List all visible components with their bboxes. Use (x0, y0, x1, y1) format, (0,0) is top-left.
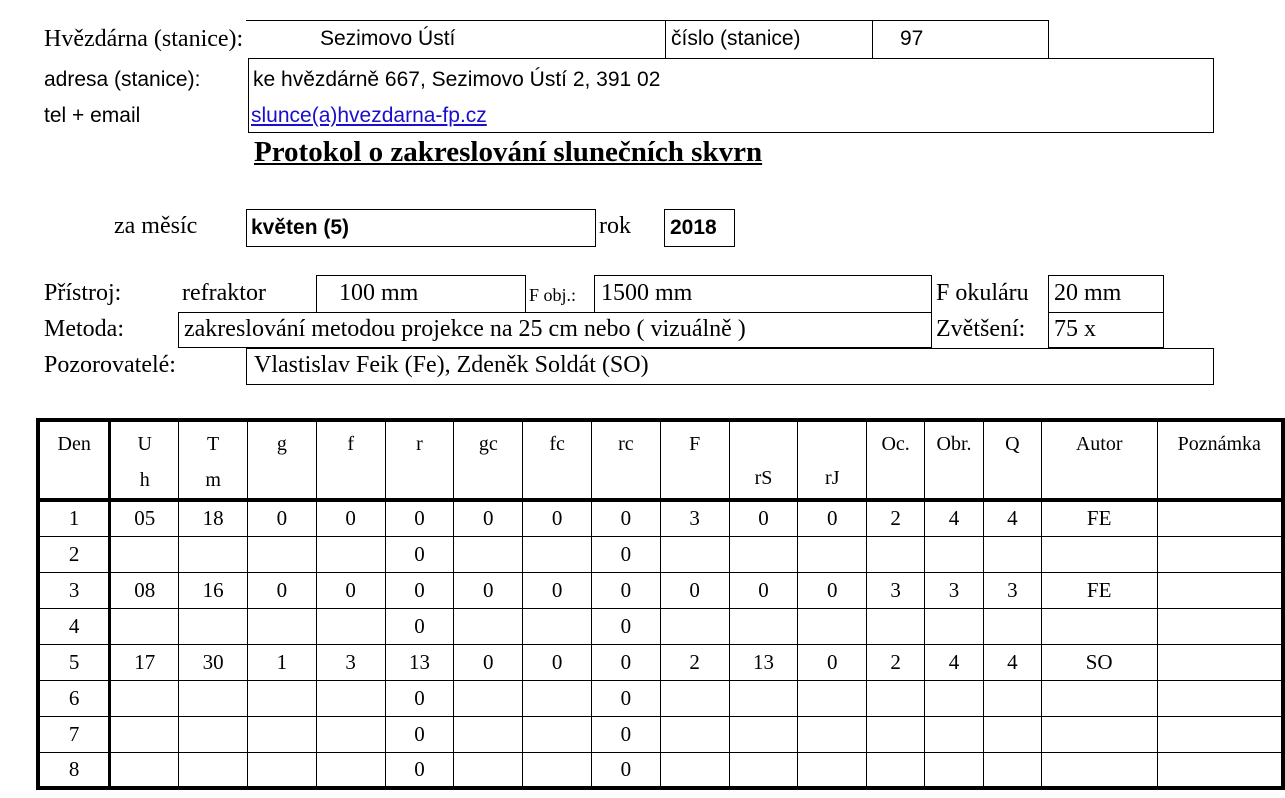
table-cell (729, 752, 798, 788)
table-cell (1157, 716, 1283, 752)
table-cell: 4 (983, 500, 1041, 536)
table-cell: 1 (248, 644, 317, 680)
table-cell: 7 (38, 716, 110, 752)
table-cell: 13 (729, 644, 798, 680)
table-cell: 0 (248, 500, 317, 536)
column-header (660, 420, 729, 500)
table-cell (660, 716, 729, 752)
table-cell: 0 (660, 572, 729, 608)
fobj-value: 1500 mm (594, 275, 932, 313)
table-row (38, 500, 1283, 536)
table-cell: 13 (385, 644, 454, 680)
table-cell: 0 (591, 572, 660, 608)
table-cell (1157, 752, 1283, 788)
table-cell: 0 (798, 500, 867, 536)
column-header-top: Den (57, 433, 91, 455)
table-cell (729, 716, 798, 752)
column-header-top: gc (478, 433, 498, 455)
table-cell (110, 680, 179, 716)
method-value: zakreslování metodou projekce na 25 cm nebo ( vizuálně ) (178, 312, 932, 348)
table-cell (110, 608, 179, 644)
table-cell: 0 (385, 680, 454, 716)
table-cell (660, 536, 729, 572)
table-cell: 3 (983, 572, 1041, 608)
table-cell (1041, 680, 1157, 716)
column-header (316, 420, 385, 500)
table-cell (798, 680, 867, 716)
table-cell: 0 (316, 500, 385, 536)
table-cell: 0 (798, 572, 867, 608)
table-cell: 0 (454, 644, 523, 680)
table-row (38, 608, 1283, 644)
table-cell (660, 752, 729, 788)
contact-email-link[interactable]: slunce(a)hvezdarna-fp.cz (251, 104, 487, 127)
table-cell (729, 680, 798, 716)
table-cell: 3 (867, 572, 925, 608)
table-cell: FE (1041, 572, 1157, 608)
column-header-top: Oc. (881, 433, 910, 455)
column-header-top: Poznámka (1177, 433, 1261, 455)
table-cell: 0 (248, 572, 317, 608)
table-row (38, 680, 1283, 716)
table-cell (179, 608, 248, 644)
focular-value: 20 mm (1048, 275, 1164, 313)
address-label: adresa (stanice): (44, 68, 201, 91)
table-cell: 0 (523, 644, 592, 680)
table-cell: 05 (110, 500, 179, 536)
table-cell: 0 (591, 500, 660, 536)
table-cell: 0 (591, 644, 660, 680)
table-cell: 08 (110, 572, 179, 608)
table-cell (110, 752, 179, 788)
table-cell (925, 752, 984, 788)
table-cell (248, 680, 317, 716)
column-header-top: rc (618, 433, 634, 455)
table-cell: 0 (729, 500, 798, 536)
table-cell (1157, 572, 1283, 608)
table-cell (660, 680, 729, 716)
table-cell (925, 680, 984, 716)
table-cell: 16 (179, 572, 248, 608)
sunspot-table (36, 418, 1285, 790)
table-cell (1157, 644, 1283, 680)
address-value: ke hvězdárně 667, Sezimovo Ústí 2, 391 02 (253, 68, 661, 91)
table-cell (729, 608, 798, 644)
column-header-top: F (689, 433, 701, 455)
table-cell (248, 716, 317, 752)
table-cell: 0 (591, 752, 660, 788)
column-header (591, 420, 660, 500)
table-cell: 3 (38, 572, 110, 608)
table-cell (1041, 536, 1157, 572)
table-cell (1157, 500, 1283, 536)
table-cell (729, 536, 798, 572)
table-cell: 0 (385, 536, 454, 572)
table-cell: 4 (925, 500, 984, 536)
table-cell (867, 716, 925, 752)
table-cell (798, 716, 867, 752)
table-cell (983, 536, 1041, 572)
table-cell (523, 752, 592, 788)
table-cell (248, 536, 317, 572)
table-cell: 4 (983, 644, 1041, 680)
table-cell: 0 (591, 608, 660, 644)
focular-label: F okuláru (936, 280, 1029, 306)
table-cell (798, 752, 867, 788)
table-cell: 0 (454, 572, 523, 608)
table-cell (983, 752, 1041, 788)
table-cell: 0 (591, 716, 660, 752)
table-cell: FE (1041, 500, 1157, 536)
column-header (38, 420, 110, 500)
table-cell (316, 716, 385, 752)
column-header-top: T (206, 433, 220, 455)
station-label: Hvězdárna (stanice): (44, 26, 244, 52)
observers-value: Vlastislav Feik (Fe), Zdeněk Soldát (SO) (246, 348, 1214, 385)
table-cell (1157, 608, 1283, 644)
table-row (38, 572, 1283, 608)
table-cell (110, 716, 179, 752)
column-header-top: Autor (1075, 433, 1123, 455)
station-number: 97 (872, 20, 1049, 58)
table-cell (1041, 716, 1157, 752)
table-cell (867, 536, 925, 572)
table-cell (925, 536, 984, 572)
column-header (729, 420, 798, 500)
column-header-top: Q (1005, 433, 1020, 455)
table-cell: 0 (591, 536, 660, 572)
table-cell: 4 (925, 644, 984, 680)
table-cell: 0 (523, 500, 592, 536)
table-cell (867, 752, 925, 788)
column-header-top: fc (549, 433, 565, 455)
column-header-top: Obr. (936, 433, 972, 455)
year-value: 2018 (664, 209, 735, 247)
table-cell (316, 536, 385, 572)
column-header-top: r (416, 433, 423, 455)
table-cell: 0 (729, 572, 798, 608)
table-cell: 0 (591, 680, 660, 716)
column-header-top: U (137, 433, 152, 455)
table-cell (316, 608, 385, 644)
table-row (38, 752, 1283, 788)
table-cell: 1 (38, 500, 110, 536)
table-cell: 0 (385, 500, 454, 536)
table-cell (179, 752, 248, 788)
table-cell (798, 536, 867, 572)
table-cell (1041, 752, 1157, 788)
table-cell (523, 680, 592, 716)
table-cell (179, 536, 248, 572)
table-cell: 2 (660, 644, 729, 680)
year-label: rok (599, 213, 631, 239)
table-cell (523, 716, 592, 752)
table-cell: 0 (385, 608, 454, 644)
column-header (867, 420, 925, 500)
method-label: Metoda: (44, 316, 124, 342)
table-cell (454, 752, 523, 788)
column-header-bottom: rJ (825, 467, 840, 489)
zoom-value: 75 x (1048, 312, 1164, 348)
table-cell (248, 752, 317, 788)
table-cell (983, 680, 1041, 716)
table-cell (454, 608, 523, 644)
column-header (248, 420, 317, 500)
month-label: za měsíc (114, 213, 198, 239)
table-cell (925, 608, 984, 644)
table-cell (248, 608, 317, 644)
table-cell: 3 (660, 500, 729, 536)
table-row (38, 536, 1283, 572)
instrument-label: Přístroj: (44, 280, 122, 306)
table-cell (454, 536, 523, 572)
column-header (1041, 420, 1157, 500)
table-cell: 0 (385, 572, 454, 608)
column-header-top: g (276, 433, 287, 455)
table-cell: 6 (38, 680, 110, 716)
table-cell (523, 536, 592, 572)
table-cell (1157, 680, 1283, 716)
column-header (385, 420, 454, 500)
table-cell: 4 (38, 608, 110, 644)
table-cell (454, 680, 523, 716)
column-header (925, 420, 984, 500)
table-cell (1041, 608, 1157, 644)
table-cell: 5 (38, 644, 110, 680)
instrument-type: refraktor (182, 280, 266, 306)
table-cell (867, 680, 925, 716)
month-value: květen (5) (246, 209, 596, 247)
table-cell: 2 (867, 500, 925, 536)
fobj-label: F obj.: (529, 285, 577, 305)
table-cell (983, 608, 1041, 644)
aperture-value: 100 mm (316, 275, 526, 313)
table-row (38, 716, 1283, 752)
table-cell: 2 (867, 644, 925, 680)
table-cell: SO (1041, 644, 1157, 680)
table-cell: 0 (798, 644, 867, 680)
table-cell (798, 608, 867, 644)
table-cell (523, 608, 592, 644)
column-header-bottom: m (205, 469, 221, 491)
table-header-row (38, 420, 1283, 500)
table-cell (983, 716, 1041, 752)
zoom-label: Zvětšení: (936, 316, 1026, 342)
table-cell: 3 (925, 572, 984, 608)
table-cell: 0 (316, 572, 385, 608)
table-cell (454, 716, 523, 752)
column-header (110, 420, 179, 500)
observers-label: Pozorovatelé: (44, 352, 176, 378)
contact-label: tel + email (44, 104, 141, 127)
column-header (179, 420, 248, 500)
table-cell: 17 (110, 644, 179, 680)
column-header (523, 420, 592, 500)
column-header (798, 420, 867, 500)
column-header-top: f (347, 433, 354, 455)
table-cell: 8 (38, 752, 110, 788)
table-cell: 18 (179, 500, 248, 536)
table-cell (179, 680, 248, 716)
address-box (248, 58, 1214, 133)
table-cell (110, 536, 179, 572)
table-cell: 0 (454, 500, 523, 536)
table-cell (316, 680, 385, 716)
table-row (38, 644, 1283, 680)
column-header (1157, 420, 1283, 500)
table-cell (660, 608, 729, 644)
table-cell: 30 (179, 644, 248, 680)
table-cell: 0 (523, 572, 592, 608)
table-cell (179, 716, 248, 752)
table-cell (316, 752, 385, 788)
number-label: číslo (stanice) (665, 20, 873, 58)
column-header-bottom: h (139, 469, 150, 491)
table-cell: 0 (385, 716, 454, 752)
page-title: Protokol o zakreslování slunečních skvrn (254, 136, 763, 168)
station-name: Sezimovo Ústí (246, 20, 666, 58)
table-cell: 3 (316, 644, 385, 680)
table-cell (925, 716, 984, 752)
table-cell: 2 (38, 536, 110, 572)
column-header-bottom: rS (754, 467, 773, 489)
column-header (454, 420, 523, 500)
column-header (983, 420, 1041, 500)
table-cell: 0 (385, 752, 454, 788)
table-cell (867, 608, 925, 644)
table-cell (1157, 536, 1283, 572)
